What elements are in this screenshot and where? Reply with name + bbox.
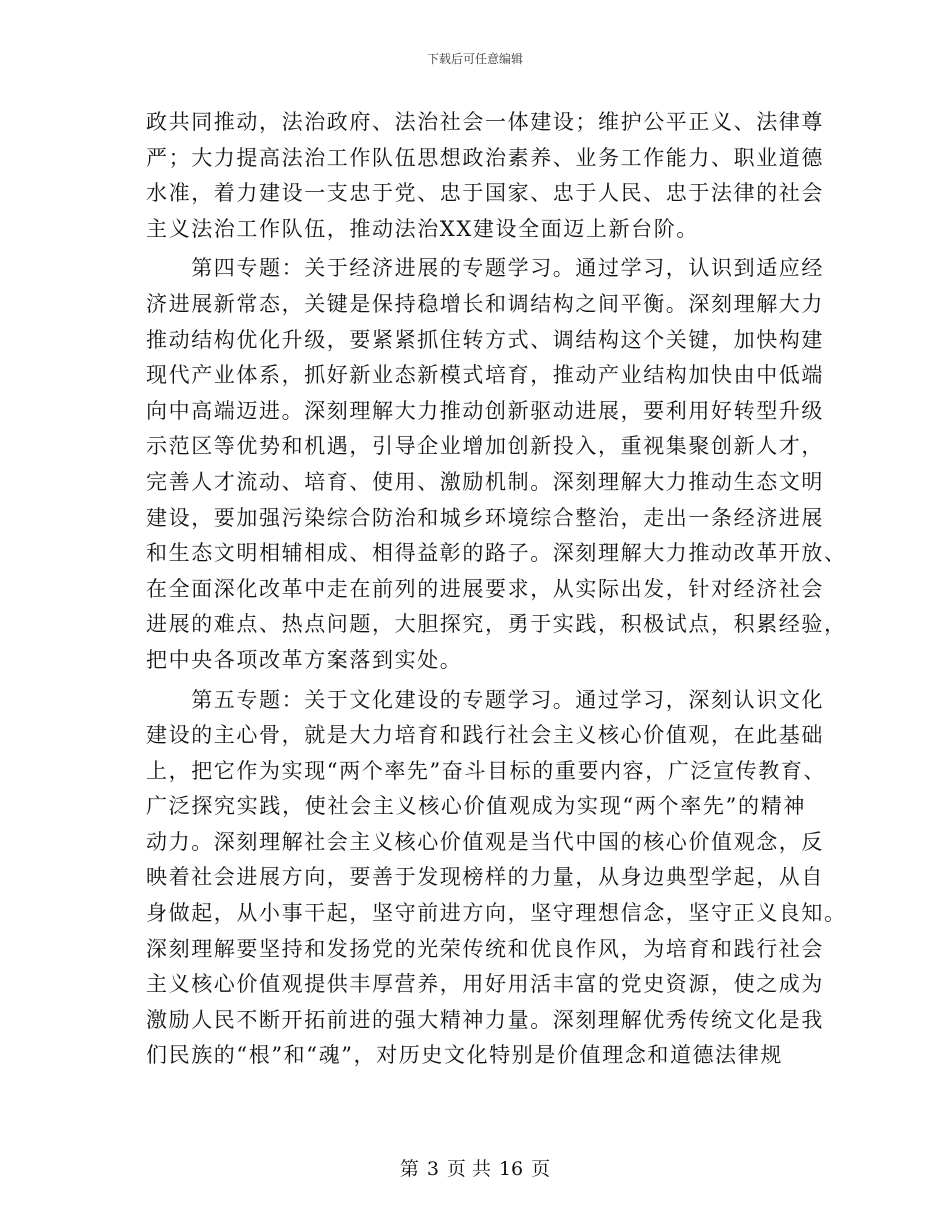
- text-line: 第四专题：关于经济进展的专题学习。通过学习，认识到适应经: [146, 256, 824, 281]
- text-line: 水准，着力建设一支忠于党、忠于国家、忠于人民、忠于法律的社会: [146, 181, 824, 206]
- text-line: 主义核心价值观提供丰厚营养，用好用活丰富的党史资源，使之成为: [146, 972, 824, 997]
- text-line: 建设的主心骨，就是大力培育和践行社会主义核心价值观，在此基础: [146, 723, 824, 748]
- text-line: 在全面深化改革中走在前列的进展要求，从实际出发，针对经济社会: [146, 576, 824, 601]
- footer-suffix: 页: [531, 1158, 551, 1180]
- text-line: 严；大力提高法治工作队伍思想政治素养、业务工作能力、职业道德: [146, 145, 824, 170]
- footer-mid: 页 共: [446, 1158, 491, 1180]
- paragraph: [146, 105, 824, 247]
- text-line: 动力。深刻理解社会主义核心价值观是当代中国的核心价值观念，反: [146, 829, 824, 854]
- text-line: 主义法治工作队伍，推动法治XX建设全面迈上新台阶。: [146, 216, 699, 241]
- text-line: 进展的难点、热点问题，大胆探究，勇于实践，积极试点，积累经验，: [146, 612, 847, 637]
- text-line: 现代产业体系，抓好新业态新模式培育，推动产业结构加快由中低端: [146, 363, 824, 388]
- text-line: 推动结构优化升级，要紧紧抓住转方式、调结构这个关键，加快构建: [146, 327, 824, 352]
- page-header: 下载后可任意编辑: [426, 52, 523, 66]
- text-line: 广泛探究实践，使社会主义核心价值观成为实现“两个率先”的精神: [146, 794, 806, 819]
- text-line: 深刻理解要坚持和发扬党的光荣传统和优良作风，为培育和践行社会: [146, 936, 824, 961]
- text-line: 政共同推动，法治政府、法治社会一体建设；维护公平正义、法律尊: [146, 110, 824, 134]
- footer-total-pages: 16: [498, 1158, 524, 1180]
- text-line: 把中央各项改革方案落到实处。: [146, 647, 463, 672]
- text-line: 向中高端迈进。深刻理解大力推动创新驱动进展，要利用好转型升级: [146, 398, 824, 423]
- text-line: 和生态文明相辅相成、相得益彰的路子。深刻理解大力推动改革开放、: [146, 541, 847, 566]
- text-line: 上，把它作为实现“两个率先”奋斗目标的重要内容，广泛宣传教育、: [146, 758, 827, 783]
- text-line: 激励人民不断开拓前进的强大精神力量。深刻理解优秀传统文化是我: [146, 1007, 824, 1032]
- text-line: 映着社会进展方向，要善于发现榜样的力量，从身边典型学起，从自: [146, 865, 824, 890]
- text-line: 第五专题：关于文化建设的专题学习。通过学习，深刻认识文化: [146, 687, 824, 712]
- text-line: 完善人才流动、培育、使用、激励机制。深刻理解大力推动生态文明: [146, 469, 824, 494]
- document-body: [146, 105, 847, 1074]
- footer-prefix: 第: [399, 1158, 419, 1180]
- paragraph: [146, 251, 847, 678]
- text-line: 们民族的“根”和“魂”，对历史文化特别是价值理念和道德法律规: [146, 1043, 783, 1068]
- paragraph: [146, 683, 847, 1075]
- text-line: 济进展新常态，关键是保持稳增长和调结构之间平衡。深刻理解大力: [146, 291, 824, 316]
- text-line: 建设，要加强污染综合防治和城乡环境综合整治，走出一条经济进展: [146, 505, 824, 530]
- text-line: 示范区等优势和机遇，引导企业增加创新投入，重视集聚创新人才，: [146, 434, 824, 459]
- footer-current-page: 3: [426, 1158, 439, 1180]
- page-footer: [0, 1154, 950, 1181]
- text-line: 身做起，从小事干起，坚守前进方向，坚守理想信念，坚守正义良知。: [146, 901, 847, 926]
